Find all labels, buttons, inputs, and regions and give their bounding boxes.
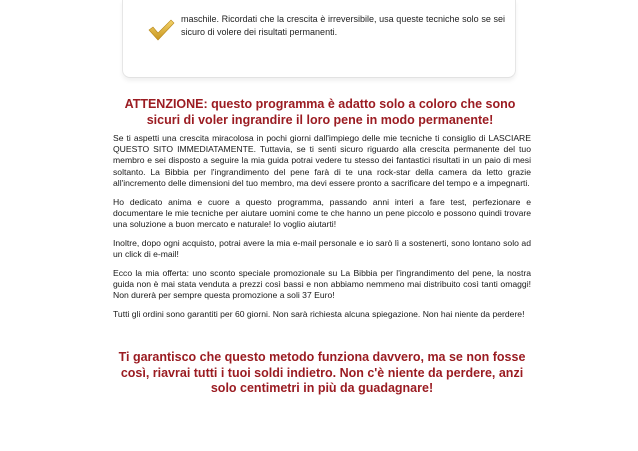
top-box-text: maschile. Ricordati che la crescita è irreversibile, usa queste tecniche solo se sei sicuro di volere dei risultati permanenti. xyxy=(181,14,505,37)
attention-headline: ATTENZIONE: questo programma è adatto solo a coloro che sono sicuri di voler ingrandire il loro pene in modo permanente! xyxy=(124,97,516,127)
body-text xyxy=(113,133,531,327)
paragraph-warning: Se ti aspetti una crescita miracolosa in pochi giorni dall'impiego delle mie tecniche ti consiglio di LASCIARE QUESTO SITO IMMEDIATAMENTE. Tuttavia, se ti senti sicuro riguardo alla crescita permanente del tuo membro e sei disposto a seguire la mia guida potrai vedere tu stesso dei fantastici risultati in un paio di mesi soltanto. La Bibbia per l'ingrandimento del pene farà di te una rock-star della camera da letto grazie all'incremento delle dimensioni del tuo membro, ma devi essere pronto a sacrificare del tempo e a impegnarti. xyxy=(113,133,531,188)
paragraph-guarantee-terms: Tutti gli ordini sono garantiti per 60 giorni. Non sarà richiesta alcuna spiegazione. Non hai niente da perdere! xyxy=(113,308,525,319)
checkmark-icon xyxy=(147,18,175,42)
paragraph-offer: Ecco la mia offerta: uno sconto speciale promozionale su La Bibbia per l'ingrandimento del pene, la nostra guida non è mai stata venduta a prezzi così bassi e non abbiamo nemmeno mai distribuito così tanti omaggi! Non durerà per sempre questa promozione a soli 37 Euro! xyxy=(113,267,531,300)
guarantee-headline: Ti garantisco che questo metodo funziona davvero, ma se non fosse così, riavrai tutti i tuoi soldi indietro. Non c'è niente da perdere, anzi solo centimetri in più da guadagnare! xyxy=(118,350,526,395)
paragraph-email-support: Inoltre, dopo ogni acquisto, potrai avere la mia e-mail personale e io sarò lì a sostenerti, sono lontano solo ad un click di e-mail! xyxy=(113,237,531,259)
paragraph-dedication: Ho dedicato anima e cuore a questo programma, passando anni interi a fare test, perfezionare e documentare le mie tecniche per aiutare uomini come te che hanno un pene piccolo e possono quindi trovare una soluzione a buon mercato e naturale! Io voglio aiutarti! xyxy=(113,196,531,229)
top-info-box xyxy=(122,0,516,78)
